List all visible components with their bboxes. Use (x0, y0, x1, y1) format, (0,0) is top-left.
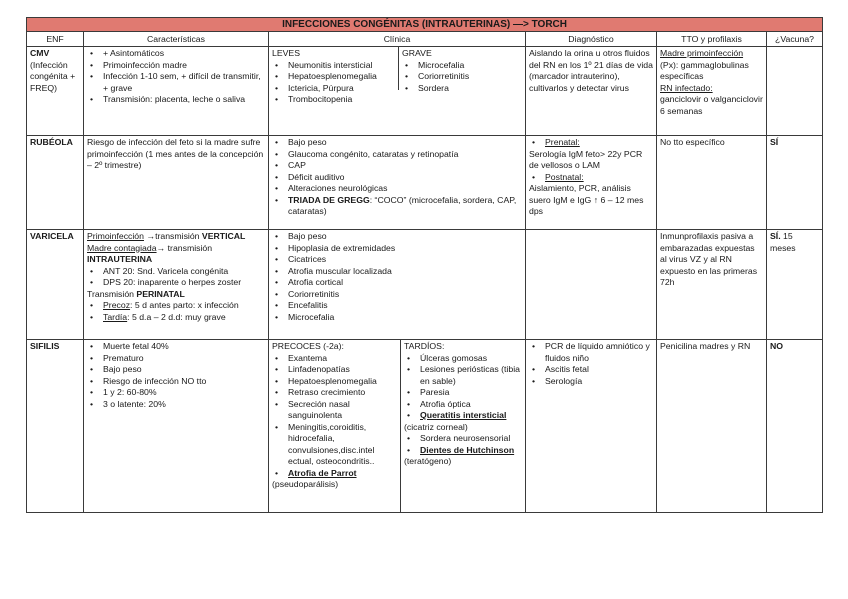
varicela-name: VARICELA (27, 230, 84, 340)
list-item: • Alteraciones neurológicas (288, 183, 522, 195)
header-caracteristicas: Características (84, 32, 269, 47)
rubeola-caracteristicas: Riesgo de infección del feto si la madre sufre primoinfección (1 mes antes de la concepción – 2º trimestre) (84, 136, 269, 230)
list-item: • Primoinfección madre (103, 60, 265, 72)
list-item: • Microcefalia (418, 60, 522, 72)
cmv-tto-rn-label: RN infectado: (660, 82, 713, 93)
list-item: • Secreción nasal sanguinolenta (288, 399, 398, 422)
primo-bold: VERTICAL (201, 231, 246, 241)
cmv-diagnostico: Aislando la orina u otros fluidos del RN en los 1º 21 días de vida (marcador intrauterino), cultivarlos y detectar virus (526, 47, 657, 136)
madre-text: → transmisión (156, 242, 213, 253)
list-item: • Trombocitopenia (288, 94, 398, 106)
list-item (288, 468, 398, 480)
list-item: • Meningitis,coroiditis, hidrocefalia, convulsiones,disc.intel ectual, osteocondritis.. (288, 422, 398, 468)
rubeola-tto: No tto específico (657, 136, 767, 230)
cmv-caracteristicas (84, 47, 269, 136)
list-item: • Ictericia, Púrpura (288, 83, 398, 95)
precoz-label: Precoz (103, 300, 131, 310)
list-item: • Sordera (418, 83, 522, 95)
list-item: • CAP (288, 160, 522, 172)
postnatal-label: Postnatal: (545, 171, 584, 182)
tardios-list (404, 353, 523, 422)
row-varicela (27, 230, 823, 340)
list-item: • Prematuro (103, 353, 265, 365)
rubeola-diag-list (529, 137, 653, 149)
sifilis-clinica (269, 340, 526, 513)
varicela-diagnostico (526, 230, 657, 340)
sifilis-caracteristicas (84, 340, 269, 513)
list-item (103, 300, 265, 312)
varicela-clinica (269, 230, 526, 340)
cmv-tto-primo-label: Madre primoinfección (660, 48, 744, 58)
rubeola-diagnostico (526, 136, 657, 230)
list-item: • Coriorretinitis (418, 71, 522, 83)
list-item: • PCR de líquido amniótico y fluidos niño (545, 341, 653, 364)
sifilis-vacuna: NO (767, 340, 823, 513)
list-item: • Cicatrices (288, 254, 522, 266)
sifilis-diagnostico (526, 340, 657, 513)
rubeola-name: RUBÉOLA (27, 136, 84, 230)
list-item: • Déficit auditivo (288, 172, 522, 184)
list-item: • Exantema (288, 353, 398, 365)
prenatal-text: Serología IgM feto> 22y PCR de vellosos o LAM (529, 148, 643, 170)
hutchinson-text: (teratógeno) (404, 456, 452, 466)
cmv-clinica (269, 47, 526, 136)
header-tto: TTO y profilaxis (657, 32, 767, 47)
list-item: • Ascitis fetal (545, 364, 653, 376)
prenatal-label: Prenatal: (545, 137, 580, 147)
rubeola-clinica (269, 136, 526, 230)
primo-text: →transmisión (143, 231, 202, 241)
rubeola-clinica-list (272, 137, 522, 218)
row-rubeola (27, 136, 823, 230)
parrot-label: Atrofia de Parrot (288, 467, 357, 478)
intrauterina-list (87, 266, 265, 289)
list-item: • Lesiones periósticas (tibia en sable) (420, 364, 523, 387)
list-item: • Hepatoesplenomegalia (288, 71, 398, 83)
perinatal-label: PERINATAL (136, 288, 185, 299)
list-item: • + Asintomáticos (103, 48, 265, 60)
sifilis-caracteristicas-list (87, 341, 265, 410)
cmv-leves-label: LEVES (272, 48, 301, 58)
list-item: • Neumonitis intersticial (288, 60, 398, 72)
rubeola-diag-list-2 (529, 172, 653, 184)
list-item (288, 195, 522, 218)
queratitis-label: Queratitis intersticial (420, 410, 507, 420)
list-item (545, 137, 653, 149)
list-item: • Úlceras gomosas (420, 353, 523, 365)
list-item (420, 445, 523, 457)
varicela-caracteristicas (84, 230, 269, 340)
cmv-vacuna (767, 47, 823, 136)
tardia-label: Tardía (103, 311, 128, 322)
list-item: • Riesgo de infección NO tto (103, 376, 265, 388)
list-item: • Linfadenopatías (288, 364, 398, 376)
list-item (103, 312, 265, 324)
cmv-enf-cell (27, 47, 84, 136)
hutchinson-label: Dientes de Hutchinson (420, 444, 515, 455)
cmv-name-note: (Infección congénita + FREQ) (30, 59, 76, 93)
rubeola-vacuna: SÍ (767, 136, 823, 230)
row-cmv (27, 47, 823, 136)
header-enf: ENF (27, 32, 84, 47)
list-item: • Sordera neurosensorial (420, 433, 523, 445)
list-item: • Bajo peso (288, 231, 522, 243)
list-item: • Bajo peso (103, 364, 265, 376)
list-item (545, 172, 653, 184)
header-clinica: Clínica (269, 32, 526, 47)
list-item: • Coriorretinitis (288, 289, 522, 301)
sifilis-name: SIFILIS (27, 340, 84, 513)
tardia-text: : 5 d.a – 2 d.d: muy grave (127, 311, 226, 322)
cmv-caracteristicas-list (87, 48, 265, 106)
cmv-tto-rn-text: ganciclovir o valganciclovir 6 semanas (660, 94, 763, 116)
cmv-grave-label: GRAVE (402, 48, 432, 58)
torch-table (26, 17, 823, 513)
row-sifilis (27, 340, 823, 513)
list-item: • Atrofia cortical (288, 277, 522, 289)
list-item: • Atrofia muscular localizada (288, 266, 522, 278)
cmv-leves-list (272, 60, 398, 106)
list-item: • Hepatoesplenomegalia (288, 376, 398, 388)
list-item: • DPS 20: inaparente o herpes zoster (103, 277, 265, 289)
madre-label: Madre contagiada (87, 242, 157, 253)
list-item: • Bajo peso (288, 137, 522, 149)
list-item: • 1 y 2: 60-80% (103, 387, 265, 399)
postnatal-text: Aislamiento, PCR, análisis suero IgM e IgG ↑ 6 – 12 mes dps (529, 183, 644, 216)
cmv-tto (657, 47, 767, 136)
header-vacuna: ¿Vacuna? (767, 32, 823, 47)
list-item: • Muerte fetal 40% (103, 341, 265, 353)
list-item: • Transmisión: placenta, leche o saliva (103, 94, 265, 106)
precoces-label: PRECOCES (-2a): (272, 341, 344, 351)
intrauterina-label: INTRAUTERINA (87, 254, 153, 264)
list-item: • Serología (545, 376, 653, 388)
perinatal-list (87, 300, 265, 323)
list-item: • Glaucoma congénito, cataratas y retinopatía (288, 149, 522, 161)
precoz-text: : 5 d antes parto: x infección (130, 300, 239, 310)
varicela-tto: Inmunprofilaxis pasiva a embarazadas expuestas al virus VZ y al RN expuesto en las primeras 72h (657, 230, 767, 340)
list-item: • ANT 20: Snd. Varicela congénita (103, 266, 265, 278)
sifilis-diag-list (529, 341, 653, 387)
tardios-label: TARDÍOS: (404, 341, 445, 351)
list-item: • Retraso crecimiento (288, 387, 398, 399)
list-item: • Paresia (420, 387, 523, 399)
list-item: • Infección 1-10 sem, + difícil de transmitir, + grave (103, 71, 265, 94)
list-item: • Encefalitis (288, 300, 522, 312)
list-item: • Hipoplasia de extremidades (288, 243, 522, 255)
varicela-vacuna (767, 230, 823, 340)
list-item: • Microcefalia (288, 312, 522, 324)
list-item: • 3 o latente: 20% (103, 399, 265, 411)
sifilis-tto: Penicilina madres y RN (657, 340, 767, 513)
perinatal-prefix: Transmisión (87, 288, 137, 299)
primo-label: Primoinfección (87, 231, 144, 241)
gregg-text: : “COCO” (microcefalia, sordera, CAP, cataratas) (288, 194, 517, 216)
list-item (420, 410, 523, 422)
varicela-vacuna-text: 15 meses (770, 231, 796, 253)
precoces-list (272, 353, 398, 480)
header-diagnostico: Diagnóstico (526, 32, 657, 47)
cmv-tto-primo-text: (Px): gammaglobulinas específicas (660, 59, 749, 81)
tardios-list-2 (404, 433, 523, 456)
varicela-vacuna-bold: SÍ. (770, 231, 781, 241)
parrot-text: (pseudoparálisis) (272, 479, 339, 489)
table-title: INFECCIONES CONGÉNITAS (INTRAUTERINAS) —> TORCH (27, 18, 823, 32)
cmv-name: CMV (30, 48, 50, 58)
queratitis-text: (cicatriz corneal) (404, 421, 468, 432)
gregg-label: TRIADA DE GREGG (288, 194, 370, 205)
list-item: • Atrofia óptica (420, 399, 523, 411)
cmv-grave-list (402, 60, 522, 95)
varicela-clinica-list (272, 231, 522, 323)
